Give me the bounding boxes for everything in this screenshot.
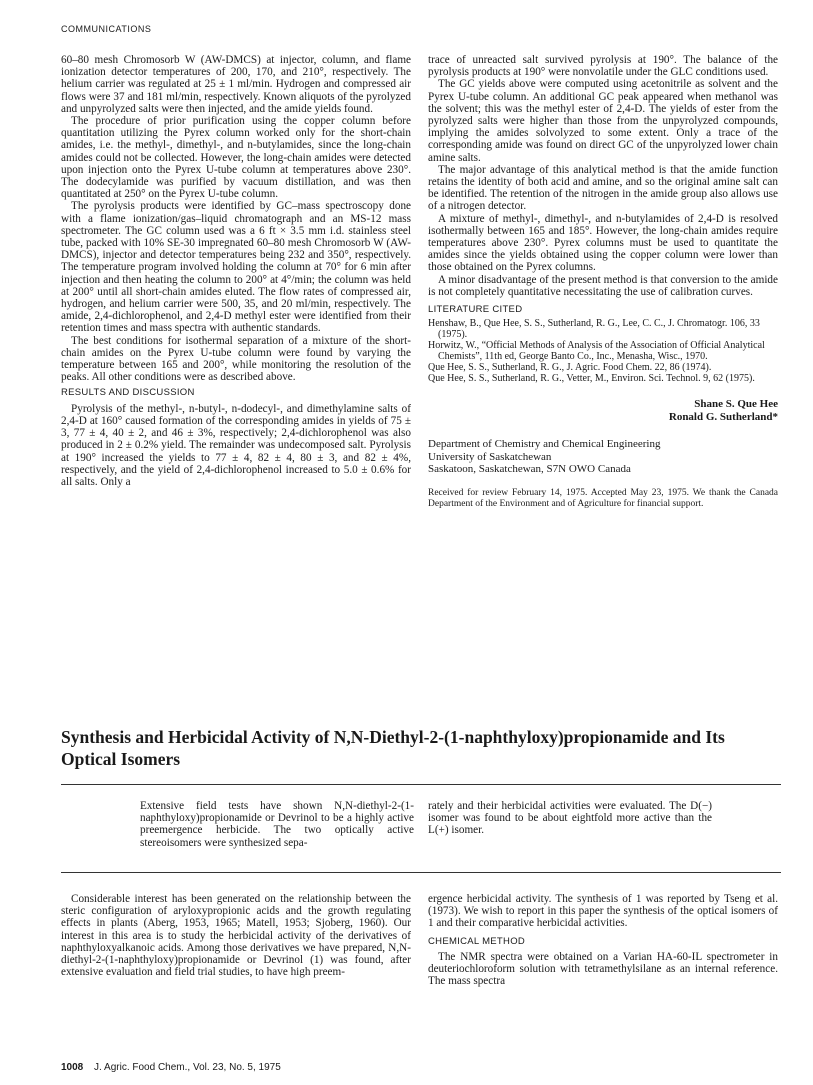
abstract-left: Extensive field tests have shown N,N-diethyl-2-(1-naphthyloxy)propionamide or Devrinol to be a highly active preemergence herbicide. The two optically active stereoisomers were synthesized sepa- xyxy=(140,800,414,849)
body-right-column xyxy=(428,893,778,987)
paragraph: A minor disadvantage of the present method is that conversion to the amide is not completely quantitative necessitating the use of calibration curves. xyxy=(428,273,778,298)
paragraph: The pyrolysis products were identified by GC–mass spectroscopy done with a flame ionization/gas–liquid chromatograph and an MS-12 mass spectrometer. The GC column used was a 6 ft × 3.5 mm i.d. stainless steel tube, packed with 10% SE-30 impregnated 60–80 mesh Chromosorb W (AW-DMCS), injector and detector temperatures being 232 and 350°, respectively. The temperature program involved holding the column at 70° for 6 min after injection and then heating the column to 200° at 4°/min; the column was held at 200° until all short-chain amides eluted. The flow rates of compressed air, hydrogen, and helium carrier were 500, 35, and 20 ml/min, respectively. The amide, 2,4-dichlorophenol, and 2,4-D methyl ester were identified from their retention times and mass spectra with authentic standards. xyxy=(61,200,411,335)
paragraph: Considerable interest has been generated on the relationship between the steric configuration of aryloxypropionic acids and the growth regulating effects in plants (Aberg, 1953, 1965; Matell, 1953; Sjoberg, 1960). Our interest in this area is to study the herbicidal activity of the derivatives of naphthyloxyalkanoic acids. Among those derivatives we have prepared, N,N-diethyl-2-(1-naphthyloxy)propionamide or Devrinol (1) was found, after extensive evaluation and field trial studies, to have high preem- xyxy=(61,893,411,979)
reference-item: Henshaw, B., Que Hee, S. S., Sutherland, R. G., Lee, C. C., J. Chromatogr. 106, 33 (1975). xyxy=(428,318,760,341)
body-left-column xyxy=(61,893,411,978)
abstract-right: rately and their herbicidal activities were evaluated. The D(−) isomer was found to be about eightfold more active than the L(+) isomer. xyxy=(428,800,712,837)
paragraph: The NMR spectra were obtained on a Varian HA-60-IL spectrometer in deuteriochloroform solution with tetramethylsilane as an internal reference. The mass spectra xyxy=(428,950,778,988)
section-heading-results: RESULTS AND DISCUSSION xyxy=(61,387,195,399)
top-left-column xyxy=(61,54,411,488)
paragraph: A mixture of methyl-, dimethyl-, and n-butylamides of 2,4-D is resolved isothermally between 165 and 185°. However, the long-chain amides require temperatures above 230°. Pyrex columns must be used to quantitate the amides since the yields obtained using the copper column were lower than those obtained on the Pyrex columns. xyxy=(428,212,778,274)
affiliation-line: University of Saskatchewan xyxy=(428,450,552,463)
paragraph: trace of unreacted salt survived pyrolysis at 190°. The balance of the pyrolysis products at 190° were nonvolatile under the GLC conditions used. xyxy=(428,54,778,79)
paragraph: Pyrolysis of the methyl-, n-butyl-, n-dodecyl-, and dimethylamine salts of 2,4-D at 160° caused formation of the corresponding amides in yields of 75 ± 3, 77 ± 4, 40 ± 2, and 46 ± 3%, respectively; 2,4-dichlorophenol was also produced in 2 ± 0.2% yield. The remainder was undecomposed salt. Pyrolysis at 190° increased the yields to 77 ± 4, 82 ± 4, 80 ± 3, and 82 ± 4%, respectively, and the yield of 2,4-dichlorophenol increased to 5.0 ± 0.6% for all salts. Only a xyxy=(61,402,411,488)
paragraph: The best conditions for isothermal separation of a mixture of the short-chain amides on the Pyrex U-tube column were found by varying the temperature between 165 and 200°, while monitoring the resolution of the peaks. All other conditions were as described above. xyxy=(61,334,411,384)
affiliation-line: Department of Chemistry and Chemical Engineering xyxy=(428,438,661,451)
affiliation-line: Saskatoon, Saskatchewan, S7N OWO Canada xyxy=(428,463,631,476)
paragraph: The GC yields above were computed using acetonitrile as solvent and the Pyrex U-tube column. An additional GC peak appeared when methanol was the solvent; this was the methyl ester of 2,4-D. The yields of ester from the pyrolyzed salts were higher than those from the unpyrolyzed compounds, implying the amides solvolyzed to some extent. Only a trace of the corresponding amide was found on direct GC of the unpyrolyzed lower chain amine salts. xyxy=(428,78,778,164)
top-right-column xyxy=(428,54,778,510)
author-name: Ronald G. Sutherland* xyxy=(668,411,778,424)
running-head: COMMUNICATIONS xyxy=(61,24,152,34)
page-number: 1008 xyxy=(61,1062,84,1073)
received-note: Received for review February 14, 1975. Accepted May 23, 1975. We thank the Canada Department of the Environment and of Agriculture for financial support. xyxy=(428,487,778,509)
journal-citation: J. Agric. Food Chem., Vol. 23, No. 5, 1975 xyxy=(94,1062,281,1073)
section-heading-chemical-method: CHEMICAL METHOD xyxy=(428,935,526,947)
reference-item: Que Hee, S. S., Sutherland, R. G., Vetter, M., Environ. Sci. Technol. 9, 62 (1975). xyxy=(428,373,755,385)
paragraph: The procedure of prior purification using the copper column before quantitation utilizing the Pyrex column worked only for the short-chain amides, i.e. the methyl-, dimethyl-, and n-butylamides, since the long-chain amides could not be collected. However, the long-chain amides were detected upon injection onto the Pyrex U-tube column at temperatures above 230°. The dodecylamide was purified by vacuum distillation, and was then quantitated at 250° on the Pyrex U-tube column. xyxy=(61,115,411,201)
reference-item: Que Hee, S. S., Sutherland, R. G., J. Agric. Food Chem. 22, 86 (1974). xyxy=(428,362,712,374)
divider xyxy=(61,872,781,873)
author-name: Shane S. Que Hee xyxy=(694,398,778,411)
paragraph: 60–80 mesh Chromosorb W (AW-DMCS) at injector, column, and flame ionization detector temperatures of 200, 170, and 210°, respectively. The helium carrier was regulated at 25 ± 1 ml/min. Hydrogen and compressed air flows were 37 and 181 ml/min, respectively. Known aliquots of the pyrolyzed and unpyrolyzed salts were then injected, and the amide yields found. xyxy=(61,54,411,115)
paragraph: The major advantage of this analytical method is that the amide function retains the identity of both acid and amine, and so the original amine salt can be identified. The retention of the nitrogen in the amide group also allows use of a nitrogen detector. xyxy=(428,163,778,213)
paragraph: ergence herbicidal activity. The synthesis of 1 was reported by Tseng et al. (1973). We wish to report in this paper the synthesis of the optical isomers of 1 and their comparative herbicidal activities. xyxy=(428,893,778,930)
article-title: Synthesis and Herbicidal Activity of N,N-Diethyl-2-(1-naphthyloxy)propionamide and Its Optical Isomers xyxy=(61,727,725,769)
reference-item: Horwitz, W., “Official Methods of Analysis of the Association of Official Analytical Chemists”, 11th ed, George Banto Co., Inc., Menasha, Wisc., 1970. xyxy=(428,340,765,363)
divider xyxy=(61,784,781,785)
section-heading-literature: LITERATURE CITED xyxy=(428,304,523,316)
page-footer xyxy=(61,1062,281,1073)
